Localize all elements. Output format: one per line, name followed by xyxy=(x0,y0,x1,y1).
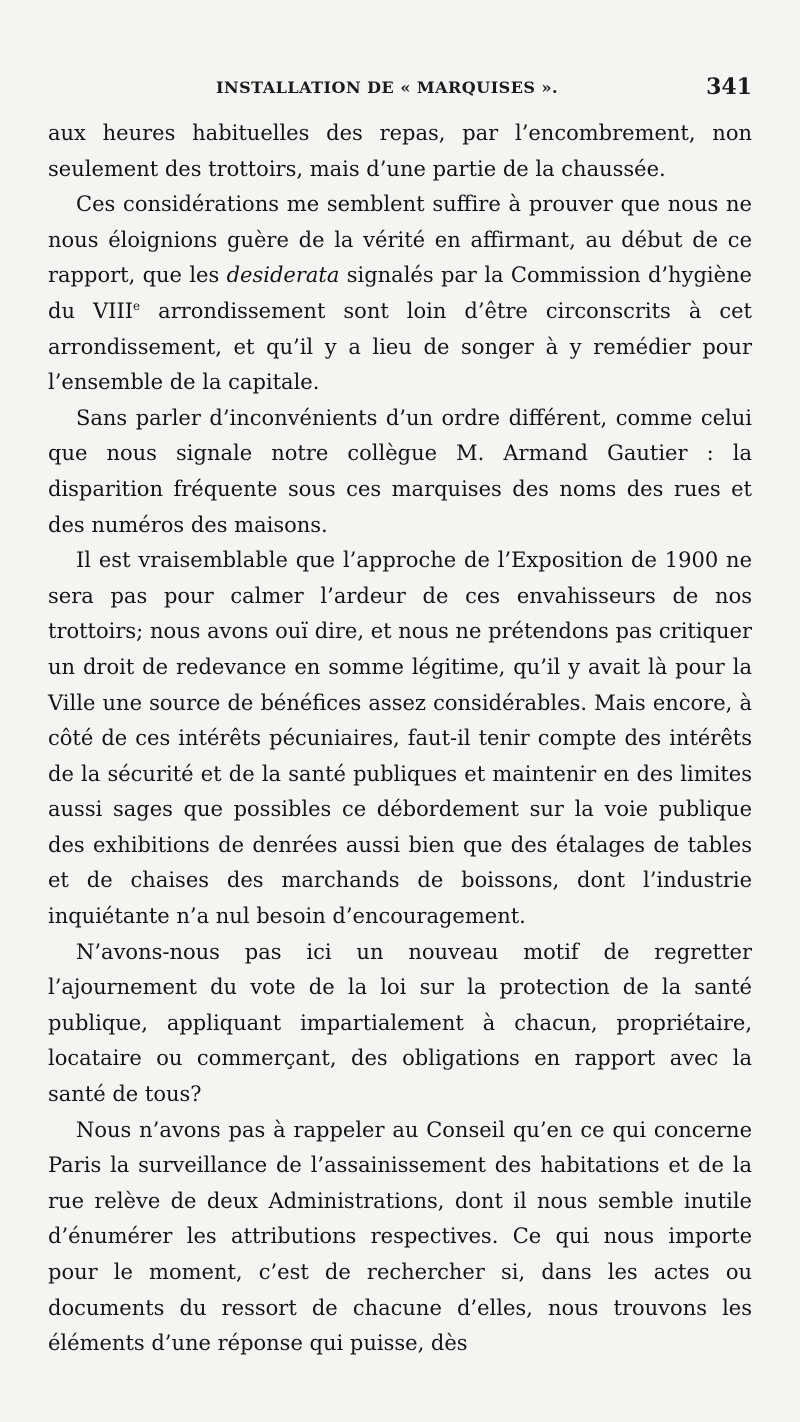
paragraph-3: Sans parler d’inconvénients d’un ordre différent, comme celui que nous signale notre collègue M. Armand Gautier : la disparition fréquente sous ces marquises des noms des rues et des numéros des maisons. xyxy=(48,405,752,537)
page-number: 341 xyxy=(706,74,752,100)
paragraph-6: Nous n’avons pas à rappeler au Conseil qu’en ce qui concerne Paris la surveillance de l’assainissement des habitations et de la rue relève de deux Administrations, dont il nous semble inutile d’énumérer les attributions respectives. Ce qui nous importe pour le moment, c’est de rechercher si, dans les actes ou documents du ressort de chacune d’elles, nous trouvons les éléments d’une réponse qui puisse, dès xyxy=(48,1117,752,1356)
paragraph-1: aux heures habituelles des repas, par l’encombrement, non seulement des trottoirs, mais d’une partie de la chaussée. xyxy=(48,121,752,181)
paragraph-2-before: Ces considérations me semblent suffire à prouver que nous ne nous éloignions guère de la vérité en affirmant, au début de ce rapport, que les xyxy=(48,192,752,288)
page-header xyxy=(48,74,752,104)
running-head: INSTALLATION DE « MARQUISES ». xyxy=(216,78,559,97)
paragraph-2-superscript: e xyxy=(133,298,141,313)
paragraph-2 xyxy=(48,187,752,401)
body-text xyxy=(48,116,752,1362)
paragraph-2-after: arrondissement sont loin d’être circonscrits à cet arrondissement, et qu’il y a lieu de songer à y remédier pour l’ensemble de la capitale. xyxy=(48,298,752,395)
paragraph-5: N’avons-nous pas ici un nouveau motif de regretter l’ajournement du vote de la loi sur la protection de la santé publique, appliquant impartialement à chacun, propriétaire, locataire ou commerçant, des obligations en rapport avec la santé de tous? xyxy=(48,939,752,1107)
paragraph-4: Il est vraisemblable que l’approche de l’Exposition de 1900 ne sera pas pour calmer l’ardeur de ces envahisseurs de nos trottoirs; nous avons ouï dire, et nous ne prétendons pas critiquer un droit de redevance en somme légitime, qu’il y avait là pour la Ville une source de bénéfices assez considérables. Mais encore, à côté de ces intérêts pécuniaires, faut-il tenir compte des intérêts de la sécurité et de la santé publiques et maintenir en des limites aussi sages que possibles ce débordement sur la voie publique des exhibitions de denrées aussi bien que des étalages de tables et de chaises des marchands de boissons, dont l’industrie inquiétante n’a nul besoin d’encouragement. xyxy=(48,548,752,929)
paragraph-2-middle: signalés par la Commission d’hygiène du VIII xyxy=(48,263,752,323)
paragraph-2-emphasis: desiderata xyxy=(226,263,340,288)
